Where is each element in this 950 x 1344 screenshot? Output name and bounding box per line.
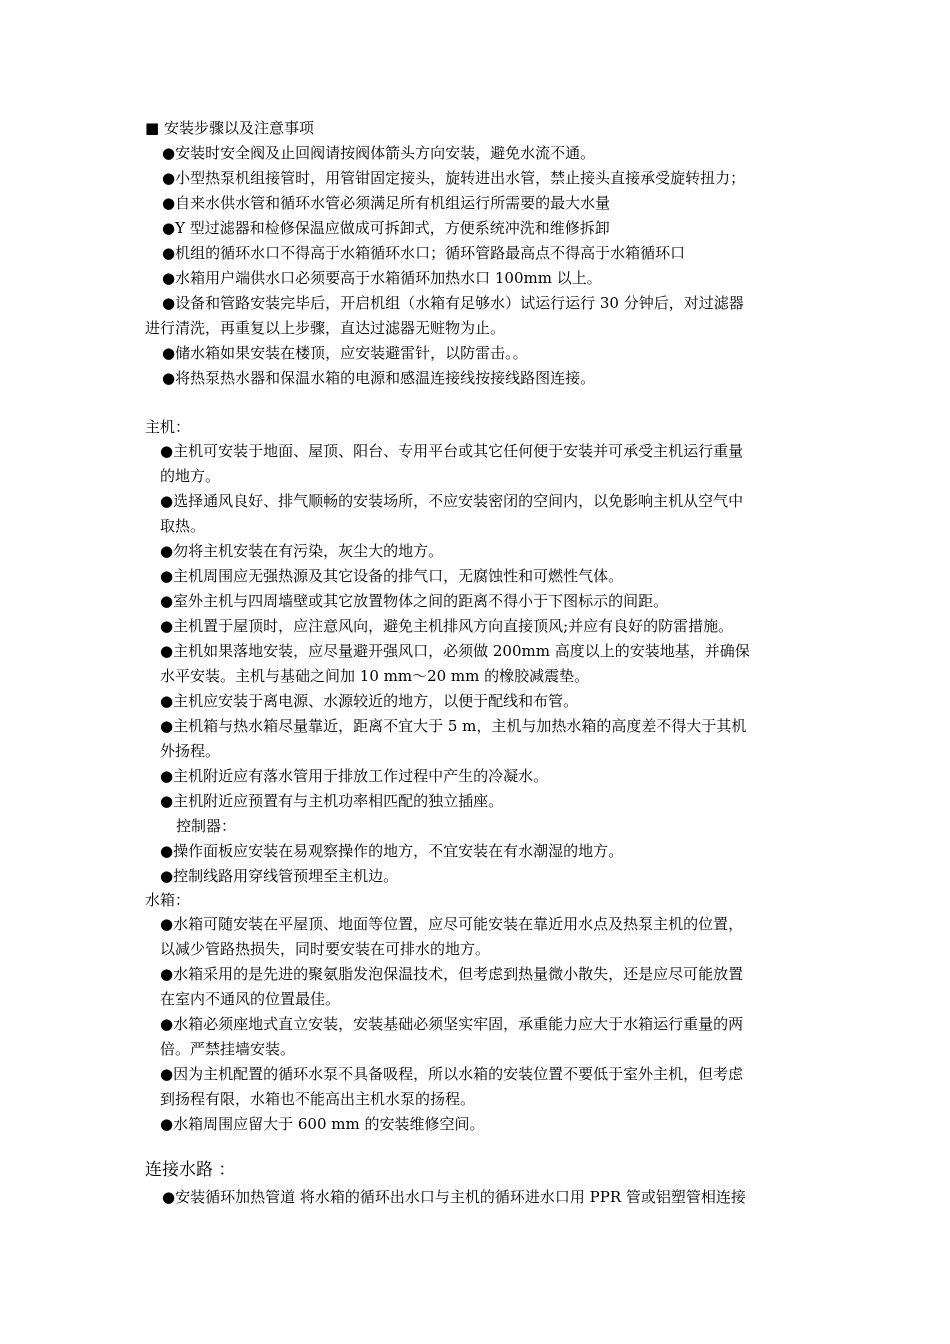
list-item: ●水箱周围应留大于 600 mm 的安装维修空间。 bbox=[160, 1115, 485, 1133]
section-title-install-steps: ■ 安装步骤以及注意事项 bbox=[145, 119, 314, 137]
list-item: ●机组的循环水口不得高于水箱循环水口；循环管路最高点不得高于水箱循环口 bbox=[162, 244, 686, 262]
list-item: ●主机附近应预置有与主机功率相匹配的独立插座。 bbox=[160, 792, 504, 810]
list-item: ●设备和管路安装完毕后，开启机组（水箱有足够水）试运行运行 30 分钟后，对过滤器 bbox=[162, 294, 744, 312]
list-item: ●控制线路用穿线管预埋至主机边。 bbox=[160, 867, 399, 885]
list-item: ●勿将主机安装在有污染，灰尘大的地方。 bbox=[160, 542, 444, 560]
list-item: ●主机箱与热水箱尽量靠近，距离不宜大于 5 m，主机与加热水箱的高度差不得大于其机 bbox=[160, 717, 747, 735]
list-item-continuation: 取热。 bbox=[160, 517, 206, 535]
list-item-continuation: 在室内不通风的位置最佳。 bbox=[160, 990, 341, 1008]
list-item: ●水箱采用的是先进的聚氨脂发泡保温技术，但考虑到热量微小散失，还是应尽可能放置 bbox=[160, 965, 744, 983]
list-item: ●主机置于屋顶时，应注意风向，避免主机排风方向直接顶风;并应有良好的防雷措施。 bbox=[160, 617, 734, 635]
list-item-continuation: 以减少管路热损失，同时要安装在可排水的地方。 bbox=[160, 940, 491, 958]
list-item: ●储水箱如果安装在楼顶，应安装避雷针，以防雷击。。 bbox=[162, 344, 528, 362]
section-title-water-connection: 连接水路 ： bbox=[145, 1160, 236, 1180]
list-item: ●安装时安全阀及止回阀请按阀体箭头方向安装，避免水流不通。 bbox=[162, 144, 596, 162]
list-item-continuation: 水平安装。主机与基础之间加 10 mm～20 mm 的橡胶减震垫。 bbox=[160, 667, 590, 685]
list-item-continuation: 外扬程。 bbox=[160, 742, 221, 760]
section-title-main-unit: 主机： bbox=[145, 418, 191, 436]
list-item: ●水箱可随安装在平屋顶、地面等位置，应尽可能安装在靠近用水点及热泵主机的位置， bbox=[160, 915, 744, 933]
section-title-controller: 控制器： bbox=[176, 817, 237, 835]
list-item: ●主机可安装于地面、屋顶、阳台、专用平台或其它任何便于安装并可承受主机运行重量 bbox=[160, 442, 744, 460]
list-item-continuation: 倍。严禁挂墙安装。 bbox=[160, 1040, 296, 1058]
list-item: ●主机应安装于离电源、水源较近的地方，以便于配线和布管。 bbox=[160, 692, 579, 710]
list-item: ●主机如果落地安装，应尽量避开强风口，必须做 200mm 高度以上的安装地基，并确保 bbox=[160, 642, 750, 660]
list-item: ●将热泵热水器和保温水箱的电源和感温连接线按接线路图连接。 bbox=[162, 369, 596, 387]
list-item-continuation: 的地方。 bbox=[160, 467, 221, 485]
list-item-continuation: 到扬程有限，水箱也不能高出主机水泵的扬程。 bbox=[160, 1090, 476, 1108]
list-item: ●水箱用户端供水口必须要高于水箱循环加热水口 100mm 以上。 bbox=[162, 269, 602, 287]
list-item: ●小型热泵机组接管时，用管钳固定接头，旋转进出水管，禁止接头直接承受旋转扭力； bbox=[162, 169, 746, 187]
list-item-continuation: 进行清洗，再重复以上步骤，直达过滤器无赃物为止。 bbox=[145, 319, 506, 337]
list-item: ●Y 型过滤器和检修保温应做成可拆卸式，方便系统冲洗和维修拆卸 bbox=[162, 219, 610, 237]
list-item: ●室外主机与四周墙壁或其它放置物体之间的距离不得小于下图标示的间距。 bbox=[160, 592, 669, 610]
list-item: ●选择通风良好、排气顺畅的安装场所，不应安装密闭的空间内，以免影响主机从空气中 bbox=[160, 492, 744, 510]
section-title-water-tank: 水箱： bbox=[145, 891, 191, 909]
list-item: ●主机周围应无强热源及其它设备的排气口，无腐蚀性和可燃性气体。 bbox=[160, 567, 624, 585]
list-item: ●操作面板应安装在易观察操作的地方，不宜安装在有水潮湿的地方。 bbox=[160, 842, 624, 860]
list-item: ●水箱必须座地式直立安装，安装基础必须坚实牢固，承重能力应大于水箱运行重量的两 bbox=[160, 1015, 744, 1033]
list-item: ●自来水供水管和循环水管必须满足所有机组运行所需要的最大水量 bbox=[162, 194, 611, 212]
list-item: ●安装循环加热管道 将水箱的循环出水口与主机的循环进水口用 PPR 管或铝塑管相连接 bbox=[162, 1188, 746, 1206]
list-item: ●因为主机配置的循环水泵不具备吸程，所以水箱的安装位置不要低于室外主机，但考虑 bbox=[160, 1065, 744, 1083]
list-item: ●主机附近应有落水管用于排放工作过程中产生的冷凝水。 bbox=[160, 767, 549, 785]
